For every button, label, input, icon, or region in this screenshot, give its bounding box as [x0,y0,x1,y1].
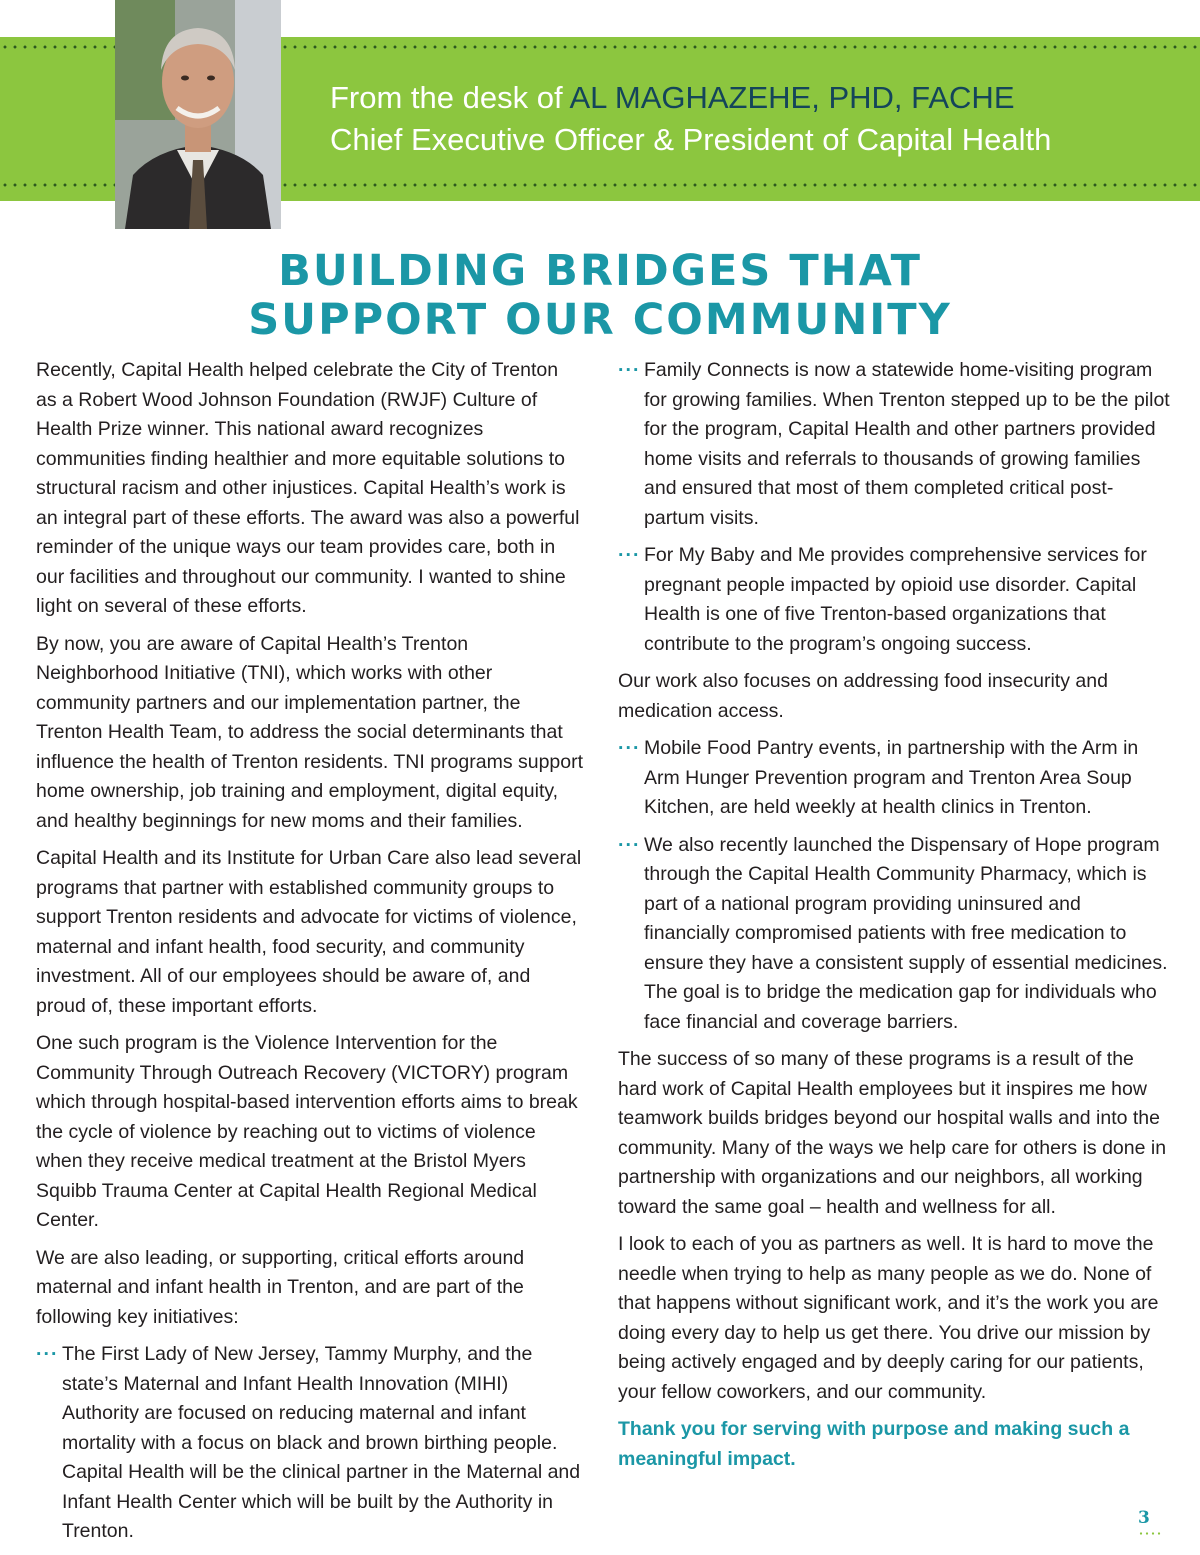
closing-thanks: Thank you for serving with purpose and making such a meaningful impact. [618,1418,1130,1470]
banner-prefix: From the desk of [330,80,570,115]
paragraph: By now, you are aware of Capital Health’s Trenton Neighborhood Initiative (TNI), which works with other community partners and our implementation partner, the Trenton Health Team, to address the social determinants that influence the health of Trenton residents. TNI programs support home ownership, job training and employment, digital equity, and healthy beginnings for new moms and their families. [36,632,584,832]
headline-line-2: SUPPORT OUR COMMUNITY [248,295,952,345]
paragraph: The success of so many of these programs is a result of the hard work of Capital Health employees but it inspires me how teamwork builds bridges beyond our hospital walls and into the community. Many of the ways we help care for others is done in partnership with organizations and our neighbors, all working toward the same goal – health and wellness for all. [618,1048,1167,1218]
list-item [618,541,1170,659]
author-name: AL MAGHAZEHE, PHD, FACHE [569,80,1015,115]
bullet-dots-icon: ··· [618,359,641,381]
initiatives-list [36,1340,584,1547]
initiatives-list-continued [618,356,1170,659]
bullet-dots-icon: ··· [618,544,641,566]
list-item-text: We also recently launched the Dispensary of Hope program through the Capital Health Community Pharmacy, which is part of a national program providing uninsured and financially compromised patients with free medication to ensure they have a consistent supply of essential medicines. The goal is to bridge the medication gap for individuals who face financial and coverage barriers. [644,833,1168,1033]
right-column [618,356,1170,1482]
paragraph: Our work also focuses on addressing food insecurity and medication access. [618,670,1108,722]
list-item-text: Family Connects is now a statewide home-visiting program for growing families. When Trenton stepped up to be the pilot for the program, Capital Health and other partners provided home visits and referrals to thousands of growing families and ensured that most of them completed critical post-partum visits. [644,359,1170,529]
list-item-text: For My Baby and Me provides comprehensive services for pregnant people impacted by opioid use disorder. Capital Health is one of five Trenton-based organizations that contribute to the program’s ongoing success. [644,544,1147,655]
page-number-dots [1138,1532,1162,1535]
bullet-dots-icon: ··· [36,1343,59,1365]
paragraph: We are also leading, or supporting, critical efforts around maternal and infant health in Trenton, and are part of the following key initiatives: [36,1246,525,1328]
author-portrait [115,0,281,229]
author-title: Chief Executive Officer & President of Capital Health [330,122,1052,157]
list-item [618,831,1170,1038]
bullet-dots-icon: ··· [618,833,641,856]
banner-line-1 [330,77,1051,119]
paragraph: One such program is the Violence Intervention for the Community Through Outreach Recovery (VICTORY) program which through hospital-based intervention efforts aims to break the cycle of violence by reaching out to victims of violence when they receive medical treatment at the Bristol Myers Squibb Trauma Center at Capital Health Regional Medical Center. [36,1032,578,1231]
list-item-text: Mobile Food Pantry events, in partnership with the Arm in Arm Hunger Prevention program and Trenton Area Soup Kitchen, are held weekly at health clinics in Trenton. [644,737,1139,818]
banner-text [330,77,1051,161]
list-item [36,1340,584,1547]
food-medication-list [618,734,1170,1037]
paragraph: Capital Health and its Institute for Urban Care also lead several programs that partner with established community groups to support Trenton residents and advocate for victims of violence, maternal and infant health, food security, and community investment. All of our employees should be aware of, and proud of, these important efforts. [36,847,582,1017]
paragraph: I look to each of you as partners as well. It is hard to move the needle when trying to help as many people as we do. None of that happens without significant work, and it’s the work you are doing every day to help us get there. You drive our mission by being actively engaged and by deeply caring for our patients, your fellow coworkers, and our community. [618,1233,1159,1403]
list-item [618,734,1170,823]
page-headline [0,247,1200,345]
list-item [618,356,1170,533]
paragraph: Recently, Capital Health helped celebrate the City of Trenton as a Robert Wood Johnson Foundation (RWJF) Culture of Health Prize winner. This national award recognizes communities finding healthier and more equitable solutions to structural racism and other injustices. Capital Health’s work is an integral part of these efforts. The award was also a powerful reminder of the unique ways our team provides care, both in our facilities and throughout our community. I wanted to shine light on several of these efforts. [36,359,580,617]
list-item-text: The First Lady of New Jersey, Tammy Murphy, and the state’s Maternal and Infant Health Innovation (MIHI) Authority are focused on reducing maternal and infant mortality with a focus on black and brown birthing people. Capital Health will be the clinical partner in the Maternal and Infant Health Center which will be built by the Authority in Trenton. [62,1343,581,1542]
page-number: 3 [1138,1508,1150,1528]
headline-line-1: BUILDING BRIDGES THAT [278,246,922,296]
bullet-dots-icon: ··· [618,737,641,759]
left-column [36,356,584,1555]
